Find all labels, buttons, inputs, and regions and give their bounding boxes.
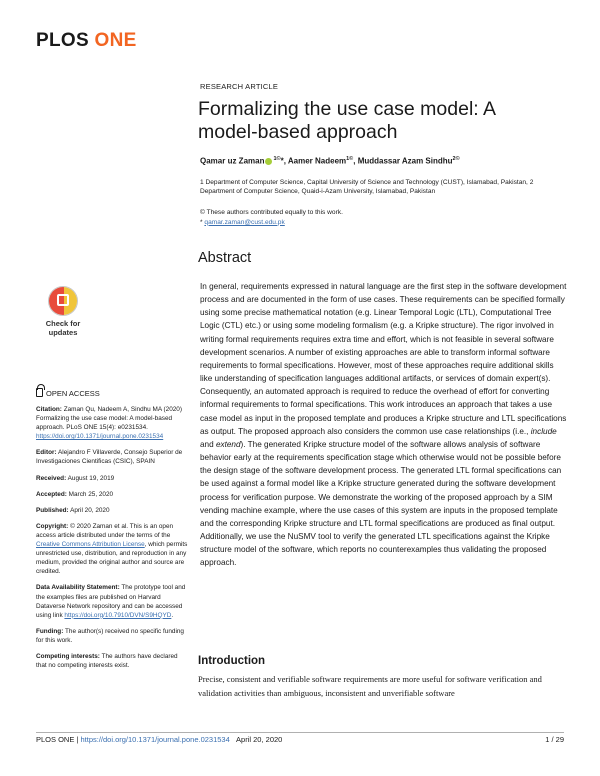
abstract-part-2: ). The generated Kripke structure model of the software allows analysis of software behavior early at the requirements specification stage which otherwise would not be possible before the design stage of the software development process. The generated LTL formal specifications can be used against a formal model like a Kripke structure generated during the software development process for verification purpose. We demonstrate the working of the proposed approach by a SIM vending machine example, where the use cases of this system are inputs in the proposed template and the corresponding Kripke structure and LTL formal specifications are produced as final output. Additionally, we use the NuSMV tool to verify the generated LTL specifications against the Kripke structure model of the software, which reports no counterexamples thus validating the proposed approach. xyxy=(200,439,562,568)
data-availability-text: The prototype tool and the examples files are published on Harvard Dataverse Network repository and can be accessed using link xyxy=(36,584,186,619)
open-lock-icon xyxy=(36,388,43,397)
citation-text: Zaman Qu, Nadeem A, Sindhu MA (2020) Formalizing the use case model: A model-based approach. PLoS ONE 15(4): e0231534. xyxy=(36,406,182,432)
copyright xyxy=(36,522,188,577)
page-number: 1 / 29 xyxy=(545,735,564,744)
footer-journal: PLOS ONE xyxy=(36,735,75,744)
data-link[interactable]: https://doi.org/10.7910/DVN/S9HQYD xyxy=(64,611,172,619)
email-prefix: * xyxy=(200,218,205,226)
abstract-text xyxy=(200,280,568,569)
copyright-text-end: , which permits unrestricted use, distribution, and reproduction in any medium, provided the original author and source are credited. xyxy=(36,541,188,576)
abstract-part-1: In general, requirements expressed in natural language are the first step in the software development process and are documented in the form of use cases. These requirements can be specified formally using some precise mathematical notation (e.g. Linear Temporal Logic (LTL), Computational Tree Logic (CTL) etc.) or using some modeling formalism (e.g. a Kripke structure). The rigor involved in writing formal requirements requires extra time and effort, which is not feasible in several software development scenarios. A number of existing approaches are able to transform informal software requirements to formal specifications. However, most of these approaches require additional skills like understanding of specification languages additional artifacts, or services of domain expert(s). Consequently, an automated approach is required to reduce the overhead of effort for converting informal requirements to formal specifications. This work introduces an approach that takes a use case model as input in the proposed template and produces a Kripke structure and LTL specifications as output. The proposed approach also considers the common use case relationships (i.e., xyxy=(200,282,567,436)
author-affil-mark: 2© xyxy=(452,156,460,162)
editor xyxy=(36,448,188,466)
author-affil-mark: 1© xyxy=(273,156,281,162)
received-label: Received: xyxy=(36,474,67,482)
received xyxy=(36,474,188,483)
author-affil-mark: 1© xyxy=(346,156,354,162)
editor-text: Alejandro F Villaverde, Consejo Superior de Investigaciones Cientificas (CSIC), SPAIN xyxy=(36,449,183,466)
copyright-label: Copyright: xyxy=(36,522,69,530)
check-for-updates-line2: updates xyxy=(48,328,78,337)
corresponding-email xyxy=(200,218,343,228)
abstract-include: include xyxy=(530,426,557,436)
footer-separator: | xyxy=(74,735,81,744)
published-date: April 20, 2020 xyxy=(68,506,110,514)
email-link[interactable]: qamar.zaman@cust.edu.pk xyxy=(204,218,285,226)
introduction-text: Precise, consistent and verifiable software requirements are more useful for software verification and validation activities than ambiguous, inconsistent and unverifiable software xyxy=(198,674,542,698)
editor-label: Editor: xyxy=(36,449,57,457)
abstract-and: and xyxy=(200,439,216,449)
author-list: Qamar uz Zaman $^{1©}$*, Aamer Nadeem$^{1©}$, Muddassar Azam Sindhu$^{2©}$ xyxy=(200,156,460,166)
logo-plos: PLOS xyxy=(36,30,89,51)
logo-one: ONE xyxy=(94,30,137,51)
author-name[interactable]: Aamer Nadeem xyxy=(287,156,347,166)
equal-contribution-note: © These authors contributed equally to this work. xyxy=(200,209,343,216)
abstract-heading: Abstract xyxy=(198,250,252,266)
article-type: RESEARCH ARTICLE xyxy=(200,82,279,91)
data-availability-end: . xyxy=(171,611,174,619)
license-link[interactable]: Creative Commons Attribution License xyxy=(36,541,145,549)
affiliations: 1 Department of Computer Science, Capital University of Science and Technology (CUST), Islamabad, Pakistan, 2 Department of Computer Science, Quaid-i-Azam University, Islamabad, Pakistan xyxy=(200,179,534,195)
author-name[interactable]: Muddassar Azam Sindhu xyxy=(357,156,453,166)
data-availability xyxy=(36,583,188,619)
competing-interests-label: Competing interests: xyxy=(36,652,100,660)
footer-doi-link[interactable]: https://doi.org/10.1371/journal.pone.0231534 xyxy=(80,735,230,744)
competing-interests-text: The authors have declared that no competing interests exist. xyxy=(36,652,178,670)
introduction-heading: Introduction xyxy=(198,655,266,667)
footer-date: April 20, 2020 xyxy=(236,735,283,744)
page-footer xyxy=(36,735,564,744)
funding-label: Funding: xyxy=(36,627,64,635)
competing-interests xyxy=(36,652,188,670)
footer-divider xyxy=(36,732,564,733)
footer-left xyxy=(36,735,282,744)
corresponding-mark: *, xyxy=(280,156,286,166)
journal-logo xyxy=(36,30,137,52)
open-access-text: OPEN ACCESS xyxy=(46,389,100,398)
check-for-updates-label xyxy=(36,319,90,337)
citation-label: Citation: xyxy=(36,406,62,413)
funding xyxy=(36,627,188,645)
accepted-date: March 25, 2020 xyxy=(66,490,114,498)
published-label: Published: xyxy=(36,506,69,514)
data-availability-label: Data Availability Statement: xyxy=(36,584,120,592)
published xyxy=(36,506,188,515)
orcid-icon[interactable] xyxy=(265,158,272,165)
check-for-updates-line1: Check for xyxy=(45,319,81,328)
author-notes xyxy=(200,208,343,227)
copyright-text: © 2020 Zaman et al. This is an open access article distributed under the terms of the xyxy=(36,522,174,539)
accepted xyxy=(36,490,188,499)
accepted-label: Accepted: xyxy=(36,490,67,498)
citation xyxy=(36,405,188,441)
check-for-updates-icon xyxy=(48,286,78,316)
article-info-sidebar xyxy=(36,405,188,677)
open-access-label xyxy=(36,388,100,398)
author-name[interactable]: Qamar uz Zaman xyxy=(200,156,265,166)
check-for-updates-badge[interactable] xyxy=(36,286,90,344)
funding-text: The author(s) received no specific funding for this work. xyxy=(36,627,184,644)
received-date: August 19, 2019 xyxy=(66,474,115,482)
citation-doi-link[interactable]: https://doi.org/10.1371/journal.pone.0231534 xyxy=(36,433,164,441)
abstract-extend: extend xyxy=(215,439,241,449)
article-title: Formalizing the use case model: A model-based approach xyxy=(198,98,495,143)
